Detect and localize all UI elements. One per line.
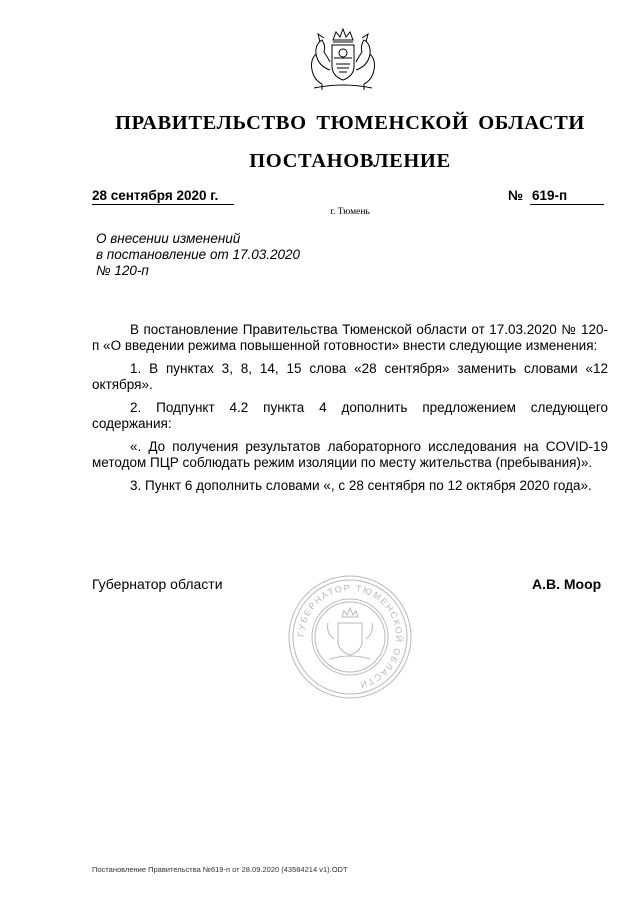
body-paragraph: В постановление Правительства Тюменской области от 17.03.2020 № 120-п «О введении режима повышенной готовности» внести следующие изменения:	[92, 322, 608, 353]
document-subject	[96, 231, 300, 279]
subject-line: в постановление от 17.03.2020	[96, 247, 301, 262]
body-paragraph: «. До получения результатов лабораторного исследования на COVID-19 методом ПЦР соблюдать режим изоляции по месту жительства (пребывания)».	[92, 439, 608, 470]
body-paragraph: 1. В пунктах 3, 8, 14, 15 слова «28 сентября» заменить словами «12 октября».	[92, 361, 608, 392]
document-footer: Постановление Правительства №619-п от 28.09.2020 (43584214 v1).ODT	[92, 865, 348, 874]
body-paragraph: 2. Подпункт 4.2 пункта 4 дополнить предложением следующего содержания:	[92, 400, 608, 431]
subject-line: № 120-п	[96, 263, 149, 278]
coat-of-arms-emblem	[300, 26, 386, 96]
seal-text: ГУБЕРНАТОР ТЮМЕНСКОЙ ОБЛАСТИ	[295, 582, 405, 691]
signer-name: А.В. Моор	[532, 576, 602, 592]
document-type-title: ПОСТАНОВЛЕНИЕ	[249, 150, 451, 172]
document-city: г. Тюмень	[330, 207, 370, 217]
government-title: ПРАВИТЕЛЬСТВО ТЮМЕНСКОЙ ОБЛАСТИ	[115, 112, 585, 134]
official-seal	[286, 573, 414, 701]
number-sign: №	[508, 188, 524, 203]
document-number: 619-п	[530, 188, 604, 205]
document-body	[92, 322, 608, 501]
document-date: 28 сентября 2020 г.	[92, 188, 234, 205]
subject-line: О внесении изменений	[96, 231, 241, 246]
signer-title: Губернатор области	[92, 576, 223, 592]
body-paragraph: 3. Пункт 6 дополнить словами «, с 28 сентября по 12 октября 2020 года».	[130, 478, 592, 493]
